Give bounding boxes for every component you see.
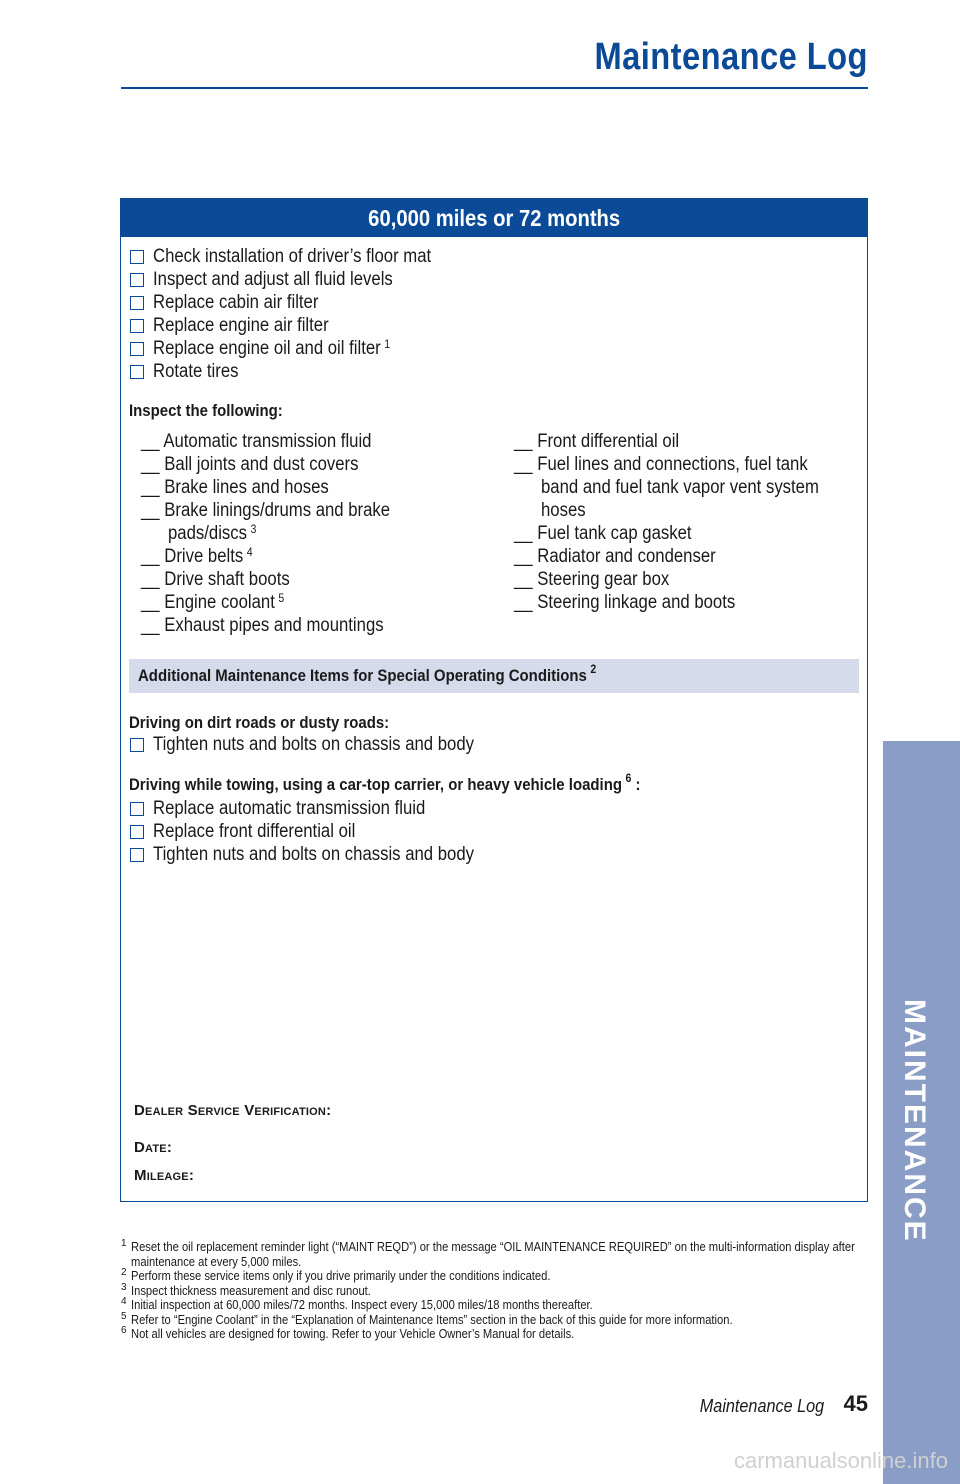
footnotes: [121, 1240, 868, 1342]
checkbox[interactable]: [130, 848, 144, 862]
checkbox[interactable]: [130, 250, 144, 264]
footnote: 4 Initial inspection at 60,000 miles/72 months. Inspect every 15,000 miles/18 months thereafter.: [121, 1296, 593, 1312]
checkbox[interactable]: [130, 342, 144, 356]
dealer-verification-label: Dealer Service Verification:: [134, 1102, 332, 1119]
inspect-item: __ Steering gear box: [514, 569, 670, 590]
checkbox[interactable]: [130, 825, 144, 839]
inspect-list-right: [514, 430, 857, 614]
footnote: 1 Reset the oil replacement reminder light (“MAINT REQD”) or the message “OIL MAINTENANCE REQUIRED” on the multi-information display after maintenance at every 5,000 miles.: [121, 1238, 855, 1269]
inspect-item: band and fuel tank vapor vent system: [541, 477, 819, 498]
checkbox[interactable]: [130, 319, 144, 333]
inspect-item: __ Fuel tank cap gasket: [514, 523, 692, 544]
inspect-item: __ Brake lines and hoses: [141, 477, 329, 498]
inspect-item: __ Front differential oil: [514, 431, 680, 452]
date-label[interactable]: Date:: [134, 1139, 173, 1156]
checkbox[interactable]: [130, 738, 144, 752]
footnote: 2 Perform these service items only if you drive primarily under the conditions indicated.: [121, 1267, 551, 1283]
footnote: 3 Inspect thickness measurement and disc runout.: [121, 1281, 371, 1298]
interval-header: 60,000 miles or 72 months: [121, 199, 867, 237]
checkbox[interactable]: [130, 273, 144, 287]
inspect-item: __ Ball joints and dust covers: [141, 454, 359, 475]
section-side-tab: [883, 741, 960, 1484]
inspect-item: __ Brake linings/drums and brake: [141, 500, 391, 521]
watermark: carmanualsonline.info: [733, 1448, 948, 1473]
page-number: 45: [843, 1391, 868, 1416]
inspect-item: __ Engine coolant $^5$: [141, 591, 285, 613]
inspect-item: hoses: [541, 500, 586, 521]
inspect-item: __ Radiator and condenser: [514, 546, 716, 567]
checkbox[interactable]: [130, 296, 144, 310]
towing-heading: Driving while towing, using a car-top carrier, or heavy vehicle loading $^6$ :: [129, 771, 641, 794]
dirt-roads-heading: Driving on dirt roads or dusty roads:: [129, 713, 390, 732]
page-title: Maintenance Log: [594, 36, 868, 78]
inspect-item: __ Exhaust pipes and mountings: [141, 615, 384, 636]
checkbox[interactable]: [130, 802, 144, 816]
title-rule: [121, 87, 868, 89]
inspect-item: __ Automatic transmission fluid: [141, 431, 372, 452]
inspect-item: pads/discs $^3$: [168, 522, 257, 544]
inspect-item: __ Fuel lines and connections, fuel tank: [514, 454, 808, 475]
inspect-item: __ Steering linkage and boots: [514, 592, 736, 613]
mileage-label[interactable]: Mileage:: [134, 1167, 195, 1184]
inspect-heading: Inspect the following:: [129, 401, 283, 420]
inspect-item: __ Drive shaft boots: [141, 569, 290, 590]
footnote: 5 Refer to “Engine Coolant” in the “Explanation of Maintenance Items” section in the back of this guide for more information.: [121, 1310, 733, 1327]
footnote: 6 Not all vehicles are designed for towing. Refer to your Vehicle Owner’s Manual for details.: [121, 1325, 575, 1341]
footer-section-label: Maintenance Log: [699, 1396, 824, 1416]
inspect-list-left: [141, 430, 424, 637]
side-tab-label: MAINTENANCE: [898, 999, 931, 1243]
maintenance-box: 60,000 miles or 72 months Check installation of driver’s floor mat Inspect and adjust all fluid levels Replace cabin air filter Replace engine air filter Replace engine oil and oil filter $^1$ Rotate tires Inspect the following: __ Automatic transmission fluid __ Ball joints and dust covers __ Brake lines and hoses __ Brake linings/drums and brake pads/discs $^3$ __ Drive belts $^4$ __ Drive shaft boots __ Engine coolant $^5$ __ Exhaust pipes and mountings __ Front differential oil __ Fuel lines and connections, fuel tank band and fuel tank vapor vent system hoses __ Fuel tank cap gasket __ Radiator and condenser __ Steering gear box __ Steering linkage and boots Additional Maintenance Items for Special Operating Conditions $^2$ Driving on dirt roads or dusty roads: Tighten nuts and bolts on chassis and body Driving while towing, using a car-top carrier, or heavy vehicle loading $^6$ : Replace automatic transmission fluid Replace front differential oil Tighten nuts and bolts on chassis and body Dealer Service Verification: Date: Mileage:: [120, 198, 868, 1202]
inspect-item: __ Drive belts $^4$: [141, 545, 253, 567]
additional-conditions-bar: Additional Maintenance Items for Special Operating Conditions $^2$: [129, 659, 859, 693]
checkbox[interactable]: [130, 365, 144, 379]
